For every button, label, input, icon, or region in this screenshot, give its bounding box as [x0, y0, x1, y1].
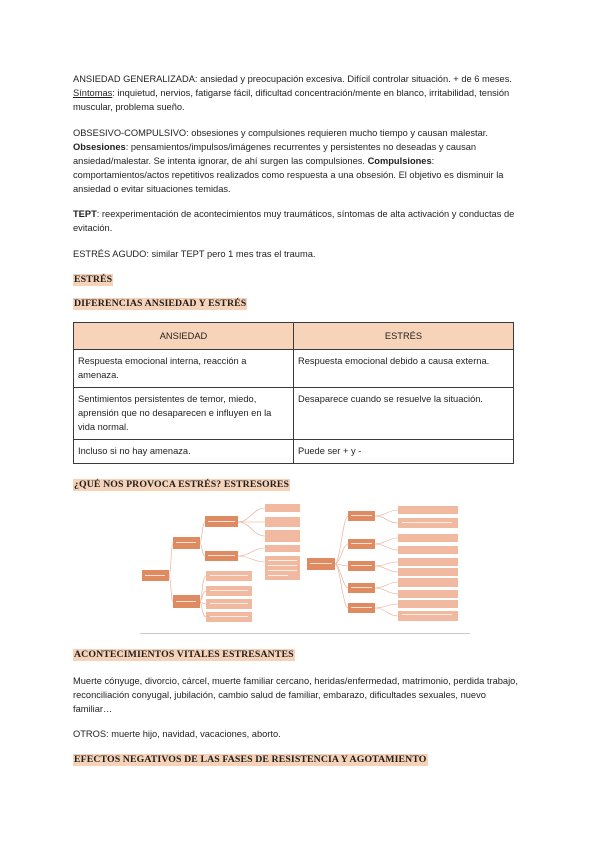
table-row: [74, 350, 514, 388]
table-cell: Respuesta emocional debido a causa externa.: [294, 350, 514, 388]
paragraph-otros: OTROS: muerte hijo, navidad, vacaciones, aborto.: [73, 729, 281, 739]
heading-estresores: ¿QUÉ NOS PROVOCA ESTRÉS? ESTRESORES: [74, 479, 290, 490]
table-cell: Puede ser + y -: [294, 440, 514, 464]
sintomas-underlined: Síntomas: [73, 88, 113, 98]
table-cell: Respuesta emocional interna, reacción a amenaza.: [74, 350, 294, 388]
mind-map-nodes: [142, 504, 458, 622]
header-ansiedad: ANSIEDAD: [74, 323, 294, 350]
table-header-row: [74, 323, 514, 350]
table-row: [74, 388, 514, 440]
paragraph-obsesivo-compulsivo: OBSESIVO-COMPULSIVO: obsesiones y compulsiones requieren mucho tiempo y causan malestar. Obsesiones: pensamientos/impulsos/imágenes recurrentes y persistentes no deseadas y causan ansiedad/malestar. Se intenta ignorar, de ahí surgen las compulsiones. Compulsiones: comportamientos/actos repetitivos realizados como respuesta a una obsesión. El objetivo es disminuir la ansiedad o evitar situaciones temidas.: [73, 128, 504, 194]
table-cell: Sentimientos persistentes de temor, miedo, aprensión que no desaparecen e influyen en la vida normal.: [74, 388, 294, 440]
comparison-table: [73, 322, 514, 464]
paragraph-ansiedad-generalizada: ANSIEDAD GENERALIZADA: ansiedad y preocupación excesiva. Difícil controlar situación. + de 6 meses. Síntomas: inquietud, nervios, fatigarse fácil, dificultad concentración/mente en blanco, irritabilidad, tensión muscular, problema sueño.: [73, 74, 512, 112]
paragraph-acontecimientos: Muerte cónyuge, divorcio, cárcel, muerte familiar cercano, heridas/enfermedad, matrimonio, perdida trabajo, reconciliación conyugal, jubilación, cambio salud de familiar, embarazo, dificultades sexuales, nuevo familiar…: [73, 676, 518, 714]
header-estres: ESTRÉS: [294, 323, 514, 350]
table-row: [74, 440, 514, 464]
heading-acontecimientos: ACONTECIMIENTOS VITALES ESTRESANTES: [74, 649, 294, 660]
diagram-divider: [140, 633, 470, 634]
table-cell: Desaparece cuando se resuelve la situación.: [294, 388, 514, 440]
table-cell: Incluso si no hay amenaza.: [74, 440, 294, 464]
paragraph-tept: TEPT: reexperimentación de acontecimientos muy traumáticos, síntomas de alta activación y conductas de evitación.: [73, 209, 515, 233]
heading-diferencias: DIFERENCIAS ANSIEDAD Y ESTRÉS: [74, 298, 247, 309]
estresores-mind-map: [140, 500, 470, 633]
heading-estres: ESTRÉS: [74, 274, 113, 285]
heading-efectos-negativos: EFECTOS NEGATIVOS DE LAS FASES DE RESISTENCIA Y AGOTAMIENTO: [74, 754, 427, 765]
paragraph-estres-agudo: ESTRÉS AGUDO: similar TEPT pero 1 mes tras el trauma.: [73, 249, 316, 259]
